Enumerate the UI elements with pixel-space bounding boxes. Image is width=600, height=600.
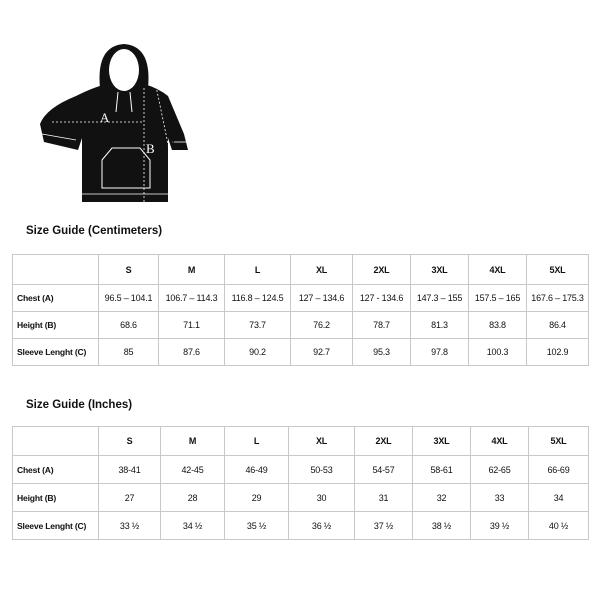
table-cell: 38-41 (99, 456, 161, 484)
row-label: Height (B) (13, 484, 99, 512)
table-corner-cell (13, 427, 99, 456)
row-label: Chest (A) (13, 285, 99, 312)
table-cell: 37 ½ (355, 512, 413, 540)
table-cell: 36 ½ (289, 512, 355, 540)
table-cell: 35 ½ (225, 512, 289, 540)
table-cell: 83.8 (469, 312, 527, 339)
table-cell: 27 (99, 484, 161, 512)
table-row (13, 484, 589, 512)
table-cell: 95.3 (353, 339, 411, 366)
table-cell: 32 (413, 484, 471, 512)
table-row (13, 285, 589, 312)
table-cell: 28 (161, 484, 225, 512)
table-row (13, 512, 589, 540)
row-label: Sleeve Lenght (C) (13, 512, 99, 540)
table-cell: 116.8 – 124.5 (225, 285, 291, 312)
table-cell: 39 ½ (471, 512, 529, 540)
row-label: Height (B) (13, 312, 99, 339)
table-cell: 33 (471, 484, 529, 512)
table-cell: 54-57 (355, 456, 413, 484)
table-cell: 73.7 (225, 312, 291, 339)
table-cell: 167.6 – 175.3 (527, 285, 589, 312)
hoodie-diagram (36, 38, 204, 206)
table-cell: 85 (99, 339, 159, 366)
size-header: 3XL (411, 255, 469, 285)
table-row (13, 312, 589, 339)
table-cell: 71.1 (159, 312, 225, 339)
table-row (13, 456, 589, 484)
row-label: Chest (A) (13, 456, 99, 484)
table-cell: 58-61 (413, 456, 471, 484)
table-cell: 30 (289, 484, 355, 512)
in-table-title: Size Guide (Inches) (26, 399, 133, 411)
size-header: 3XL (413, 427, 471, 456)
size-header: L (225, 255, 291, 285)
size-header: M (159, 255, 225, 285)
table-cell: 97.8 (411, 339, 469, 366)
measure-label-b: B (146, 141, 155, 156)
table-cell: 34 ½ (161, 512, 225, 540)
measure-label-a: A (100, 110, 110, 125)
table-cell: 46-49 (225, 456, 289, 484)
table-cell: 86.4 (527, 312, 589, 339)
table-cell: 127 – 134.6 (291, 285, 353, 312)
table-cell: 50-53 (289, 456, 355, 484)
table-cell: 31 (355, 484, 413, 512)
table-cell: 34 (529, 484, 589, 512)
size-header: 4XL (471, 427, 529, 456)
size-header: 4XL (469, 255, 527, 285)
table-cell: 33 ½ (99, 512, 161, 540)
table-cell: 147.3 – 155 (411, 285, 469, 312)
table-cell: 87.6 (159, 339, 225, 366)
table-cell: 100.3 (469, 339, 527, 366)
table-cell: 38 ½ (413, 512, 471, 540)
table-cell: 102.9 (527, 339, 589, 366)
cm-size-table (12, 254, 589, 366)
table-cell: 127 - 134.6 (353, 285, 411, 312)
table-cell: 68.6 (99, 312, 159, 339)
size-header: L (225, 427, 289, 456)
size-header: 2XL (353, 255, 411, 285)
size-header: 5XL (529, 427, 589, 456)
table-corner-cell (13, 255, 99, 285)
cm-table-title: Size Guide (Centimeters) (26, 225, 163, 237)
table-cell: 76.2 (291, 312, 353, 339)
row-label: Sleeve Lenght (C) (13, 339, 99, 366)
table-cell: 96.5 – 104.1 (99, 285, 159, 312)
size-header: XL (291, 255, 353, 285)
table-cell: 90.2 (225, 339, 291, 366)
size-header: XL (289, 427, 355, 456)
table-cell: 29 (225, 484, 289, 512)
table-cell: 66-69 (529, 456, 589, 484)
measure-label-c: C (172, 134, 181, 149)
size-header: M (161, 427, 225, 456)
table-row (13, 339, 589, 366)
table-cell: 81.3 (411, 312, 469, 339)
table-cell: 106.7 – 114.3 (159, 285, 225, 312)
size-header: S (99, 427, 161, 456)
table-cell: 62-65 (471, 456, 529, 484)
table-cell: 42-45 (161, 456, 225, 484)
table-cell: 92.7 (291, 339, 353, 366)
table-cell: 157.5 – 165 (469, 285, 527, 312)
size-header: 5XL (527, 255, 589, 285)
size-header: S (99, 255, 159, 285)
table-cell: 78.7 (353, 312, 411, 339)
table-header-row (13, 255, 589, 285)
size-header: 2XL (355, 427, 413, 456)
table-header-row (13, 427, 589, 456)
in-size-table (12, 426, 589, 540)
table-cell: 40 ½ (529, 512, 589, 540)
